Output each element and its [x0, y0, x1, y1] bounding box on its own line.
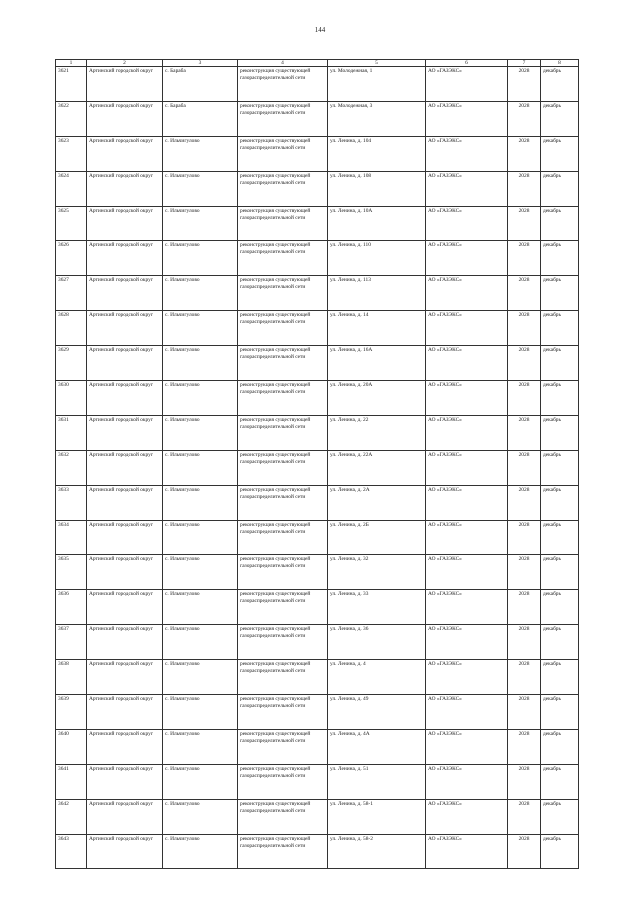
table-row — [56, 450, 579, 485]
address-cell: ул. Ленина, д. 20А — [328, 381, 426, 416]
year-cell: 2028 — [508, 381, 541, 416]
month-cell: декабрь — [541, 241, 579, 276]
district-cell: Артинский городской округ — [87, 101, 163, 136]
address-cell: ул. Ленина, д. 58-1 — [328, 799, 426, 834]
table-row — [56, 590, 579, 625]
work-type-cell: реконструкция существующей газораспределительной сети — [238, 136, 328, 171]
row-number-cell: 3621 — [56, 67, 87, 102]
month-cell: декабрь — [541, 590, 579, 625]
locality-cell: с. Ильчигулово — [163, 695, 238, 730]
district-cell: Артинский городской округ — [87, 695, 163, 730]
month-cell: декабрь — [541, 67, 579, 102]
year-cell: 2028 — [508, 799, 541, 834]
row-number-cell: 3632 — [56, 450, 87, 485]
organization-cell: АО «ГАЗЭКС» — [426, 520, 508, 555]
district-cell: Артинский городской округ — [87, 729, 163, 764]
district-cell: Артинский городской округ — [87, 520, 163, 555]
table-row — [56, 101, 579, 136]
organization-cell: АО «ГАЗЭКС» — [426, 625, 508, 660]
district-cell: Артинский городской округ — [87, 241, 163, 276]
locality-cell: с. Ильчигулово — [163, 660, 238, 695]
work-type-cell: реконструкция существующей газораспределительной сети — [238, 276, 328, 311]
district-cell: Артинский городской округ — [87, 311, 163, 346]
address-cell: ул. Ленина, д. 2А — [328, 485, 426, 520]
district-cell: Артинский городской округ — [87, 625, 163, 660]
work-type-cell: реконструкция существующей газораспределительной сети — [238, 625, 328, 660]
work-type-cell: реконструкция существующей газораспределительной сети — [238, 241, 328, 276]
work-type-cell: реконструкция существующей газораспределительной сети — [238, 485, 328, 520]
table-row — [56, 241, 579, 276]
address-cell: ул. Ленина, д. 32 — [328, 555, 426, 590]
month-cell: декабрь — [541, 381, 579, 416]
month-cell: декабрь — [541, 660, 579, 695]
organization-cell: АО «ГАЗЭКС» — [426, 555, 508, 590]
work-type-cell: реконструкция существующей газораспределительной сети — [238, 101, 328, 136]
year-cell: 2028 — [508, 311, 541, 346]
work-type-cell: реконструкция существующей газораспределительной сети — [238, 311, 328, 346]
table-row — [56, 206, 579, 241]
district-cell: Артинский городской округ — [87, 171, 163, 206]
row-number-cell: 3640 — [56, 729, 87, 764]
organization-cell: АО «ГАЗЭКС» — [426, 485, 508, 520]
organization-cell: АО «ГАЗЭКС» — [426, 764, 508, 799]
work-type-cell: реконструкция существующей газораспределительной сети — [238, 520, 328, 555]
locality-cell: с. Бараба — [163, 67, 238, 102]
address-cell: ул. Ленина, д. 14 — [328, 311, 426, 346]
district-cell: Артинский городской округ — [87, 136, 163, 171]
month-cell: декабрь — [541, 485, 579, 520]
address-cell: ул. Ленина, д. 22А — [328, 450, 426, 485]
district-cell: Артинский городской округ — [87, 67, 163, 102]
month-cell: декабрь — [541, 764, 579, 799]
year-cell: 2028 — [508, 136, 541, 171]
row-number-cell: 3641 — [56, 764, 87, 799]
column-header: 3 — [163, 60, 238, 67]
work-type-cell: реконструкция существующей газораспределительной сети — [238, 555, 328, 590]
work-type-cell: реконструкция существующей газораспределительной сети — [238, 590, 328, 625]
month-cell: декабрь — [541, 206, 579, 241]
address-cell: ул. Ленина, д. 4 — [328, 660, 426, 695]
row-number-cell: 3633 — [56, 485, 87, 520]
year-cell: 2028 — [508, 450, 541, 485]
locality-cell: с. Ильчигулово — [163, 764, 238, 799]
column-header: 4 — [238, 60, 328, 67]
locality-cell: с. Ильчигулово — [163, 171, 238, 206]
registry-table — [55, 59, 579, 869]
table-row — [56, 799, 579, 834]
table-row — [56, 834, 579, 869]
organization-cell: АО «ГАЗЭКС» — [426, 450, 508, 485]
month-cell: декабрь — [541, 625, 579, 660]
district-cell: Артинский городской округ — [87, 415, 163, 450]
district-cell: Артинский городской округ — [87, 381, 163, 416]
month-cell: декабрь — [541, 834, 579, 869]
table-body — [56, 67, 579, 869]
address-cell: ул. Ленина, д. 51 — [328, 764, 426, 799]
column-header: 1 — [56, 60, 87, 67]
organization-cell: АО «ГАЗЭКС» — [426, 799, 508, 834]
locality-cell: с. Ильчигулово — [163, 590, 238, 625]
year-cell: 2028 — [508, 834, 541, 869]
locality-cell: с. Бараба — [163, 101, 238, 136]
district-cell: Артинский городской округ — [87, 206, 163, 241]
locality-cell: с. Ильчигулово — [163, 450, 238, 485]
table-header — [56, 60, 579, 67]
district-cell: Артинский городской округ — [87, 764, 163, 799]
year-cell: 2028 — [508, 241, 541, 276]
locality-cell: с. Ильчигулово — [163, 276, 238, 311]
locality-cell: с. Ильчигулово — [163, 625, 238, 660]
locality-cell: с. Ильчигулово — [163, 834, 238, 869]
locality-cell: с. Ильчигулово — [163, 415, 238, 450]
district-cell: Артинский городской округ — [87, 834, 163, 869]
organization-cell: АО «ГАЗЭКС» — [426, 206, 508, 241]
locality-cell: с. Ильчигулово — [163, 729, 238, 764]
table-row — [56, 555, 579, 590]
organization-cell: АО «ГАЗЭКС» — [426, 276, 508, 311]
month-cell: декабрь — [541, 520, 579, 555]
year-cell: 2028 — [508, 101, 541, 136]
year-cell: 2028 — [508, 346, 541, 381]
row-number-cell: 3623 — [56, 136, 87, 171]
row-number-cell: 3642 — [56, 799, 87, 834]
organization-cell: АО «ГАЗЭКС» — [426, 241, 508, 276]
table-row — [56, 729, 579, 764]
address-cell: ул. Ленина, д. 110 — [328, 241, 426, 276]
organization-cell: АО «ГАЗЭКС» — [426, 834, 508, 869]
year-cell: 2028 — [508, 555, 541, 590]
month-cell: декабрь — [541, 136, 579, 171]
row-number-cell: 3631 — [56, 415, 87, 450]
column-header: 6 — [426, 60, 508, 67]
locality-cell: с. Ильчигулово — [163, 520, 238, 555]
month-cell: декабрь — [541, 346, 579, 381]
organization-cell: АО «ГАЗЭКС» — [426, 171, 508, 206]
row-number-cell: 3637 — [56, 625, 87, 660]
table-row — [56, 381, 579, 416]
locality-cell: с. Ильчигулово — [163, 485, 238, 520]
table-row — [56, 485, 579, 520]
row-number-cell: 3643 — [56, 834, 87, 869]
row-number-cell: 3627 — [56, 276, 87, 311]
column-header: 8 — [541, 60, 579, 67]
work-type-cell: реконструкция существующей газораспределительной сети — [238, 67, 328, 102]
year-cell: 2028 — [508, 764, 541, 799]
organization-cell: АО «ГАЗЭКС» — [426, 101, 508, 136]
district-cell: Артинский городской округ — [87, 555, 163, 590]
month-cell: декабрь — [541, 799, 579, 834]
district-cell: Артинский городской округ — [87, 660, 163, 695]
organization-cell: АО «ГАЗЭКС» — [426, 695, 508, 730]
locality-cell: с. Ильчигулово — [163, 346, 238, 381]
work-type-cell: реконструкция существующей газораспределительной сети — [238, 171, 328, 206]
address-cell: ул. Ленина, д. 4А — [328, 729, 426, 764]
year-cell: 2028 — [508, 660, 541, 695]
organization-cell: АО «ГАЗЭКС» — [426, 67, 508, 102]
work-type-cell: реконструкция существующей газораспределительной сети — [238, 729, 328, 764]
locality-cell: с. Ильчигулово — [163, 555, 238, 590]
row-number-cell: 3636 — [56, 590, 87, 625]
work-type-cell: реконструкция существующей газораспределительной сети — [238, 799, 328, 834]
work-type-cell: реконструкция существующей газораспределительной сети — [238, 206, 328, 241]
month-cell: декабрь — [541, 276, 579, 311]
year-cell: 2028 — [508, 520, 541, 555]
table-row — [56, 311, 579, 346]
address-cell: ул. Ленина, д. 49 — [328, 695, 426, 730]
address-cell: ул. Ленина, д. 36 — [328, 625, 426, 660]
month-cell: декабрь — [541, 555, 579, 590]
work-type-cell: реконструкция существующей газораспределительной сети — [238, 834, 328, 869]
locality-cell: с. Ильчигулово — [163, 381, 238, 416]
row-number-cell: 3626 — [56, 241, 87, 276]
work-type-cell: реконструкция существующей газораспределительной сети — [238, 660, 328, 695]
work-type-cell: реконструкция существующей газораспределительной сети — [238, 695, 328, 730]
year-cell: 2028 — [508, 625, 541, 660]
organization-cell: АО «ГАЗЭКС» — [426, 136, 508, 171]
address-cell: ул. Ленина, д. 22 — [328, 415, 426, 450]
locality-cell: с. Ильчигулово — [163, 206, 238, 241]
year-cell: 2028 — [508, 729, 541, 764]
column-header: 5 — [328, 60, 426, 67]
address-cell: ул. Ленина, д. 16А — [328, 346, 426, 381]
organization-cell: АО «ГАЗЭКС» — [426, 346, 508, 381]
organization-cell: АО «ГАЗЭКС» — [426, 311, 508, 346]
district-cell: Артинский городской округ — [87, 799, 163, 834]
page-number: 144 — [314, 26, 326, 34]
locality-cell: с. Ильчигулово — [163, 311, 238, 346]
row-number-cell: 3629 — [56, 346, 87, 381]
organization-cell: АО «ГАЗЭКС» — [426, 381, 508, 416]
column-header: 2 — [87, 60, 163, 67]
address-cell: ул. Ленина, д. 113 — [328, 276, 426, 311]
address-cell: ул. Молодежная, 1 — [328, 67, 426, 102]
address-cell: ул. Молодежная, 3 — [328, 101, 426, 136]
row-number-cell: 3628 — [56, 311, 87, 346]
address-cell: ул. Ленина, д. 104 — [328, 136, 426, 171]
row-number-cell: 3634 — [56, 520, 87, 555]
table-row — [56, 67, 579, 102]
district-cell: Артинский городской округ — [87, 276, 163, 311]
work-type-cell: реконструкция существующей газораспределительной сети — [238, 346, 328, 381]
row-number-cell: 3624 — [56, 171, 87, 206]
work-type-cell: реконструкция существующей газораспределительной сети — [238, 764, 328, 799]
table-row — [56, 136, 579, 171]
district-cell: Артинский городской округ — [87, 590, 163, 625]
month-cell: декабрь — [541, 450, 579, 485]
month-cell: декабрь — [541, 171, 579, 206]
year-cell: 2028 — [508, 67, 541, 102]
year-cell: 2028 — [508, 415, 541, 450]
row-number-cell: 3639 — [56, 695, 87, 730]
row-number-cell: 3638 — [56, 660, 87, 695]
organization-cell: АО «ГАЗЭКС» — [426, 415, 508, 450]
address-cell: ул. Ленина, д. 58-2 — [328, 834, 426, 869]
work-type-cell: реконструкция существующей газораспределительной сети — [238, 415, 328, 450]
year-cell: 2028 — [508, 276, 541, 311]
address-cell: ул. Ленина, д. 108 — [328, 171, 426, 206]
column-header: 7 — [508, 60, 541, 67]
table-row — [56, 171, 579, 206]
district-cell: Артинский городской округ — [87, 485, 163, 520]
locality-cell: с. Ильчигулово — [163, 136, 238, 171]
row-number-cell: 3625 — [56, 206, 87, 241]
month-cell: декабрь — [541, 729, 579, 764]
table-row — [56, 660, 579, 695]
month-cell: декабрь — [541, 311, 579, 346]
table-row — [56, 764, 579, 799]
table-row — [56, 346, 579, 381]
address-cell: ул. Ленина, д. 2Б — [328, 520, 426, 555]
year-cell: 2028 — [508, 171, 541, 206]
table-row — [56, 276, 579, 311]
year-cell: 2028 — [508, 206, 541, 241]
organization-cell: АО «ГАЗЭКС» — [426, 729, 508, 764]
row-number-cell: 3622 — [56, 101, 87, 136]
year-cell: 2028 — [508, 485, 541, 520]
month-cell: декабрь — [541, 415, 579, 450]
row-number-cell: 3630 — [56, 381, 87, 416]
address-cell: ул. Ленина, д. 33 — [328, 590, 426, 625]
row-number-cell: 3635 — [56, 555, 87, 590]
year-cell: 2028 — [508, 590, 541, 625]
table-row — [56, 695, 579, 730]
month-cell: декабрь — [541, 695, 579, 730]
work-type-cell: реконструкция существующей газораспределительной сети — [238, 381, 328, 416]
table-row — [56, 625, 579, 660]
table-row — [56, 520, 579, 555]
locality-cell: с. Ильчигулово — [163, 241, 238, 276]
month-cell: декабрь — [541, 101, 579, 136]
district-cell: Артинский городской округ — [87, 450, 163, 485]
organization-cell: АО «ГАЗЭКС» — [426, 660, 508, 695]
work-type-cell: реконструкция существующей газораспределительной сети — [238, 450, 328, 485]
year-cell: 2028 — [508, 695, 541, 730]
table-row — [56, 415, 579, 450]
organization-cell: АО «ГАЗЭКС» — [426, 590, 508, 625]
locality-cell: с. Ильчигулово — [163, 799, 238, 834]
header-row — [56, 60, 579, 67]
district-cell: Артинский городской округ — [87, 346, 163, 381]
address-cell: ул. Ленина, д. 10А — [328, 206, 426, 241]
